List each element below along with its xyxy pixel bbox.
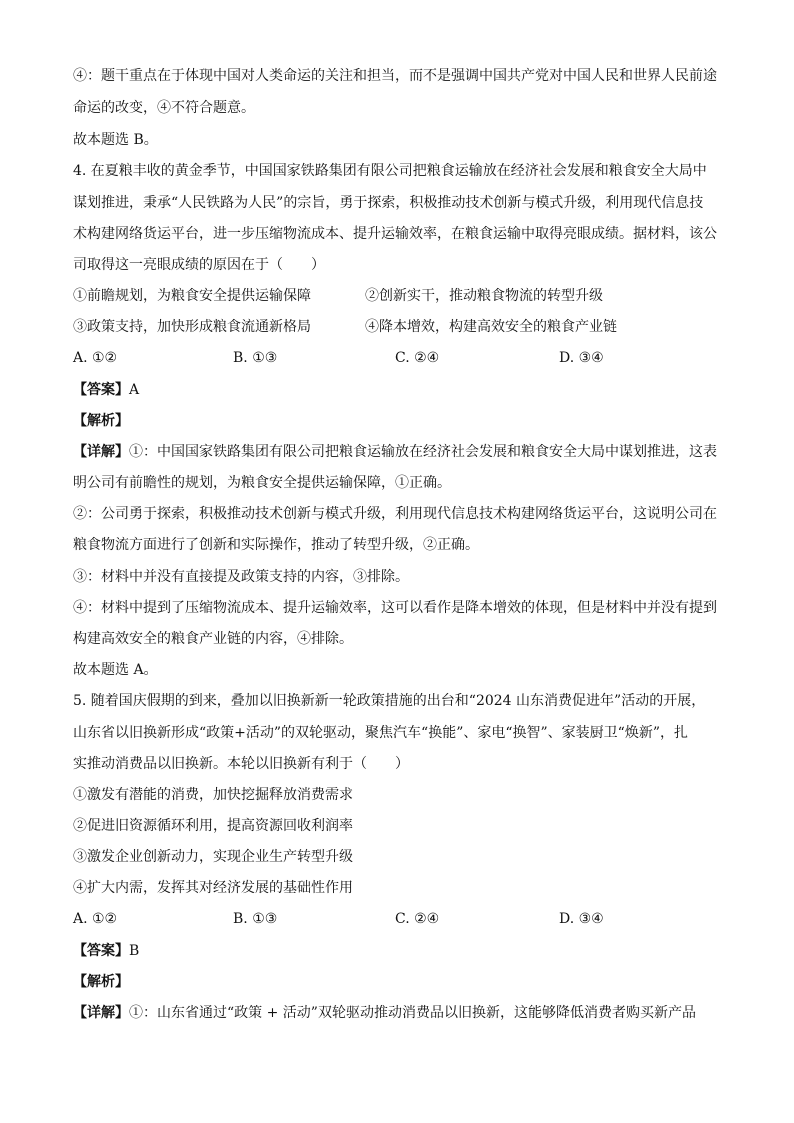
answer-value: B [129, 943, 140, 959]
q3-conclusion: 故本题选 B。 [73, 132, 158, 148]
detail-text: ①：中国国家铁路集团有限公司把粮食运输放在经济社会发展和粮食安全大局中谋划推进，这表 [129, 444, 717, 460]
q4-statement-4: ④降本增效，构建高效安全的粮食产业链 [365, 319, 617, 335]
q4-option-c: C. ②④ [395, 350, 440, 366]
answer-tag: 【答案】 [73, 382, 129, 398]
q5-option-b: B. ①③ [233, 911, 278, 927]
q4-detail-line: 粮食物流方面进行了创新和实际操作，推动了转型升级，②正确。 [73, 537, 479, 553]
q4-stem-line: 谋划推进，秉承“人民铁路为人民”的宗旨，勇于探索，积极推动技术创新与模式升级，利用现代信息技 [73, 195, 704, 211]
q5-answer [73, 941, 139, 961]
q5-statement-3: ③激发企业创新动力，实现企业生产转型升级 [73, 849, 353, 865]
q4-statement-1: ①前瞻规划，为粮食安全提供运输保障 [73, 288, 311, 304]
q4-stem-line: 司取得这一亮眼成绩的原因在于（ ） [73, 257, 325, 273]
q4-detail-line: ③：材料中并没有直接提及政策支持的内容，③排除。 [73, 569, 409, 585]
q4-option-b: B. ①③ [233, 350, 278, 366]
q5-stem-line: 5. 随着国庆假期的到来，叠加以旧换新新一轮政策措施的出台和“2024 山东消费促进年”活动的开展， [73, 693, 706, 709]
detail-tag: 【详解】 [73, 444, 129, 460]
q4-options [73, 348, 721, 368]
q4-detail-line: ②：公司勇于探索，积极推动技术创新与模式升级，利用现代信息技术构建网络货运平台，这说明公司在 [73, 506, 717, 522]
q4-answer [73, 380, 139, 400]
q4-statement-row [73, 286, 721, 306]
q5-option-d: D. ③④ [559, 911, 604, 927]
q3-analysis-line: ④：题干重点在于体现中国对人类命运的关注和担当，而不是强调中国共产党对中国人民和世界人民前途 [73, 68, 717, 84]
q5-analysis-tag: 【解析】 [73, 974, 129, 990]
q4-detail-line: 明公司有前瞻性的规划，为粮食安全提供运输保障，①正确。 [73, 475, 451, 491]
q4-option-d: D. ③④ [559, 350, 604, 366]
q4-statement-2: ②创新实干，推动粮食物流的转型升级 [365, 288, 603, 304]
q5-stem-line: 山东省以旧换新形成“政策+活动”的双轮驱动，聚焦汽车“换能”、家电“换智”、家装厨卫“焕新”，扎 [73, 725, 688, 741]
q5-statement-1: ①激发有潜能的消费，加快挖掘释放消费需求 [73, 787, 353, 803]
q4-detail-line [73, 442, 717, 462]
q5-stem-line: 实推动消费品以旧换新。本轮以旧换新有利于（ ） [73, 756, 409, 772]
q3-analysis-line: 命运的改变，④不符合题意。 [73, 100, 255, 116]
answer-value: A [129, 382, 140, 398]
q5-option-a: A. ①② [73, 911, 118, 927]
q5-statement-2: ②促进旧资源循环利用，提高资源回收利润率 [73, 818, 353, 834]
q4-analysis-tag: 【解析】 [73, 413, 129, 429]
q5-option-c: C. ②④ [395, 911, 440, 927]
q4-option-a: A. ①② [73, 350, 118, 366]
q5-statement-4: ④扩大内需，发挥其对经济发展的基础性作用 [73, 880, 353, 896]
q4-stem-line: 4. 在夏粮丰收的黄金季节，中国国家铁路集团有限公司把粮食运输放在经济社会发展和粮食安全大局中 [73, 163, 707, 179]
answer-tag: 【答案】 [73, 943, 129, 959]
q5-options [73, 909, 721, 929]
q4-statement-row [73, 317, 721, 337]
q4-conclusion: 故本题选 A。 [73, 662, 158, 678]
detail-text: ①：山东省通过“政策 + 活动”双轮驱动推动消费品以旧换新，这能够降低消费者购买新产品 [129, 1005, 696, 1021]
detail-tag: 【详解】 [73, 1005, 129, 1021]
q4-detail-line: ④：材料中提到了压缩物流成本、提升运输效率，这可以看作是降本增效的体现，但是材料中并没有提到 [73, 600, 717, 616]
q4-detail-line: 构建高效安全的粮食产业链的内容，④排除。 [73, 631, 353, 647]
q5-detail-line [73, 1003, 696, 1023]
q4-statement-3: ③政策支持，加快形成粮食流通新格局 [73, 319, 311, 335]
q4-stem-line: 术构建网络货运平台，进一步压缩物流成本、提升运输效率，在粮食运输中取得亮眼成绩。据材料，该公 [73, 226, 717, 242]
